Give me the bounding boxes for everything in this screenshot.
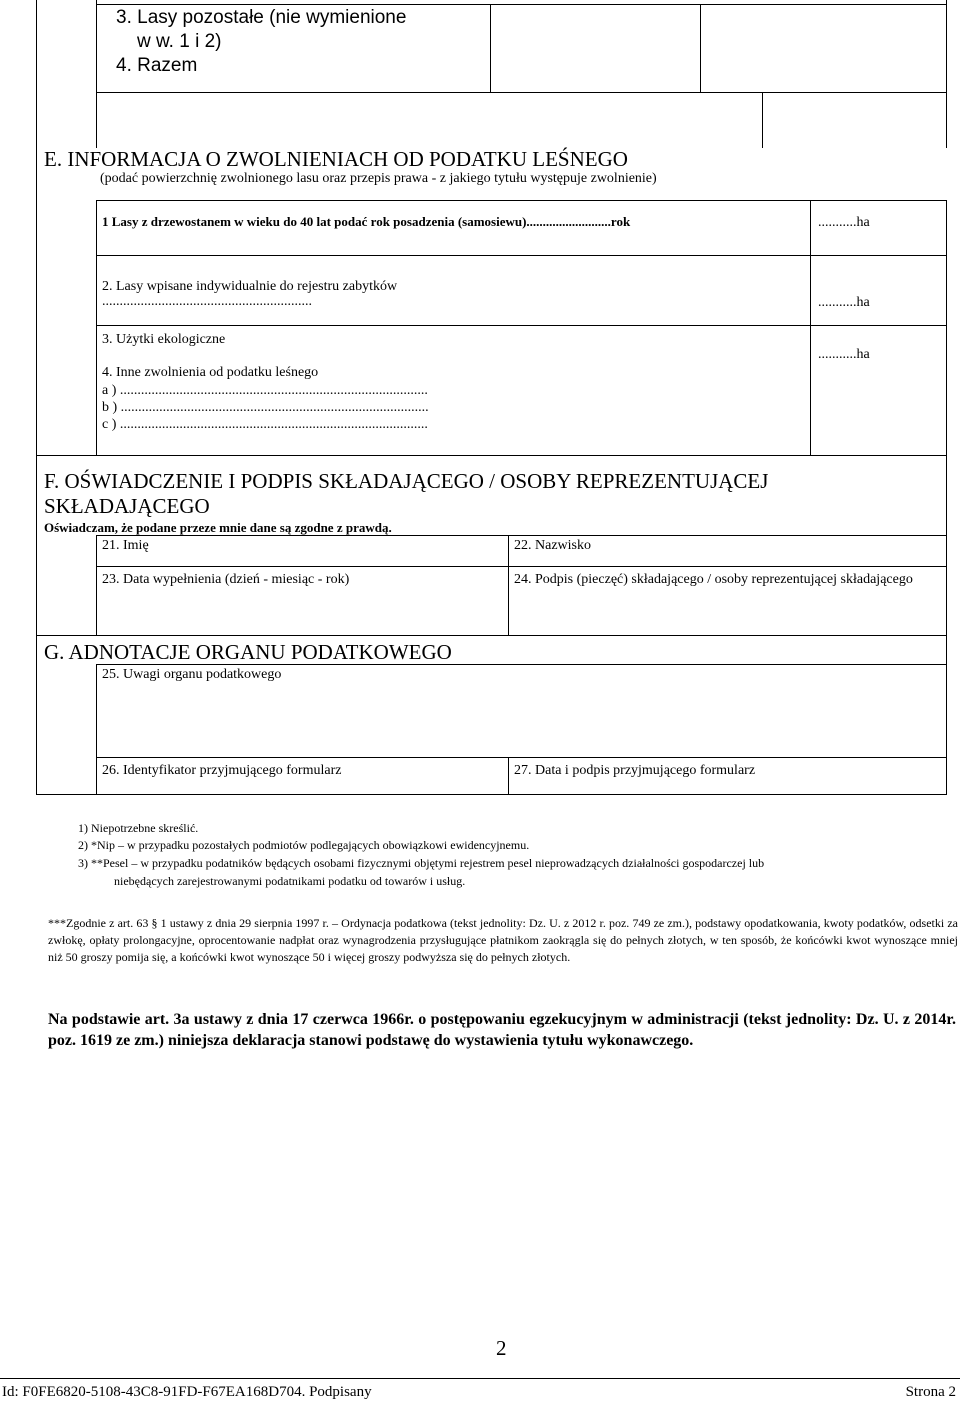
exemption-item-4: 4. Inne zwolnienia od podatku leśnego: [102, 365, 319, 380]
field-26-receiver-id[interactable]: 26. Identyfikator przyjmującego formularz: [102, 763, 342, 778]
exemption-item-2: 2. Lasy wpisane indywidualnie do rejestru zabytków: [102, 279, 398, 294]
exemption-item-1-ha: ...........ha: [818, 215, 870, 230]
exemption-item-4c: c ) ........................................................................................: [102, 417, 428, 432]
footnote-3-line1: 3) **Pesel – w przypadku podatników będących osobami fizycznymi objętymi rejestrem pesel nieprowadzących działalności gospodarczej lub: [78, 856, 765, 870]
field-21-first-name[interactable]: 21. Imię: [102, 538, 149, 553]
section-f-title-line1: F. OŚWIADCZENIE I PODPIS SKŁADAJĄCEGO / OSOBY REPREZENTUJĄCEJ: [44, 469, 769, 493]
field-25-tax-office-notes[interactable]: 25. Uwagi organu podatkowego: [102, 667, 282, 682]
row3-label-line1: 3. Lasy pozostałe (nie wymienione: [116, 7, 407, 28]
exemption-item-2-dots: ............................................................: [102, 294, 312, 309]
footer-page-label: Strona 2: [905, 1384, 956, 1400]
field-27-receiver-date-signature[interactable]: 27. Data i podpis przyjmującego formularz: [514, 763, 756, 778]
footnote-2: 2) *Nip – w przypadku pozostałych podmiotów podlegających obowiązkowi ewidencyjnemu.: [78, 838, 530, 852]
section-e-subtitle: (podać powierzchnię zwolnionego lasu oraz przepis prawa - z jakiego tytułu występuje zwolnienie): [100, 171, 657, 186]
section-g-title: G. ADNOTACJE ORGANU PODATKOWEGO: [44, 640, 452, 664]
declaration-text: Oświadczam, że podane przeze mnie dane są zgodne z prawdą.: [44, 520, 392, 535]
section-f-title: [44, 469, 768, 519]
exemption-item-3: 3. Użytki ekologiczne: [102, 332, 226, 347]
page-number: 2: [496, 1336, 507, 1360]
field-24-signature[interactable]: 24. Podpis (pieczęć) składającego / osoby reprezentującej składającego: [514, 572, 913, 587]
legal-basis: Na podstawie art. 3a ustawy z dnia 17 czerwca 1966r. o postępowaniu egzekucyjnym w administracji (tekst jednolity: Dz. U. z 2014r. poz. 1619 ze zm.) niniejsza deklaracja stanowi podstawę do wystawienia tytułu wykonawczego.: [48, 1011, 956, 1049]
section-e-title: E. INFORMACJA O ZWOLNIENIACH OD PODATKU LEŚNEGO: [44, 147, 628, 171]
row4-label: 4. Razem: [116, 55, 198, 76]
exemption-item-3-ha: ...........ha: [818, 347, 870, 362]
field-23-fill-date[interactable]: 23. Data wypełnienia (dzień - miesiąc - rok): [102, 572, 350, 587]
section-f-title-line2: SKŁADAJĄCEGO: [44, 494, 210, 518]
footer-document-id: Id: F0FE6820-5108-43C8-91FD-F67EA168D704. Podpisany: [2, 1384, 372, 1400]
exemption-item-4b: b ) ........................................................................................: [102, 400, 429, 415]
exemption-item-1: 1 Lasy z drzewostanem w wieku do 40 lat podać rok posadzenia (samosiewu)..........................rok: [102, 214, 631, 229]
footer-divider: [0, 1378, 960, 1379]
footnote-1: 1) Niepotrzebne skreślić.: [78, 821, 199, 835]
row3-label: [116, 6, 406, 78]
exemption-item-2-ha: ...........ha: [818, 295, 870, 310]
exemption-item-4a: a ) ........................................................................................: [102, 383, 428, 398]
footnote-rounding: ***Zgodnie z art. 63 § 1 ustawy z dnia 29 sierpnia 1997 r. – Ordynacja podatkowa (tekst jednolity: Dz. U. z 2012 r. poz. 749 ze zm.), podstawy opodatkowania, kwoty podatków, odsetki za zwłokę, opłaty prolongacyjne, oprocentowanie nadpłat oraz wynagrodzenia przysługujące płatnikom zaokrągla się do pełnych złotych, w ten sposób, że końcówki kwot wynoszące mniej niż 50 groszy pomija się, a końcówki kwot wynoszące 50 i więcej groszy podwyższa się do pełnych złotych.: [48, 916, 958, 964]
row3-label-line2: w w. 1 i 2): [137, 31, 222, 52]
field-22-surname[interactable]: 22. Nazwisko: [514, 538, 591, 553]
footnote-3-line2: niebędących zarejestrowanymi podatnikami podatku od towarów i usług.: [114, 874, 466, 888]
